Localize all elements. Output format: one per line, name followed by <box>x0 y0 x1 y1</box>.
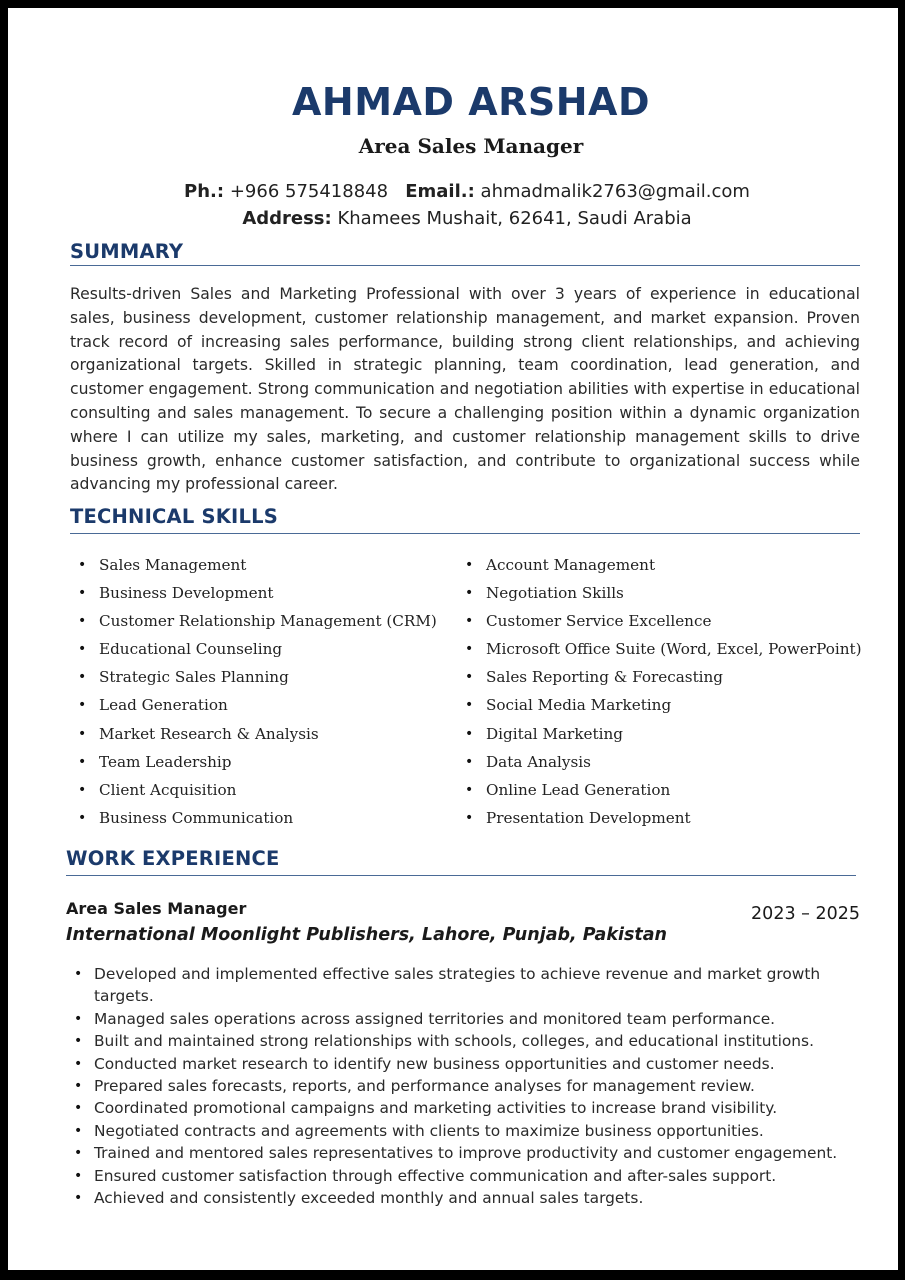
skill-item: • Team Leadership <box>70 751 437 779</box>
skill-item: • Sales Reporting & Forecasting <box>457 666 862 694</box>
job-title: Area Sales Manager <box>66 899 247 918</box>
skill-item: • Account Management <box>457 554 862 582</box>
address-label: Address: <box>242 208 332 229</box>
skill-item: • Client Acquisition <box>70 779 437 807</box>
skill-item: • Customer Relationship Management (CRM) <box>70 610 437 638</box>
skills-heading: TECHNICAL SKILLS <box>70 505 278 528</box>
phone-value: +966 575418848 <box>229 181 389 202</box>
summary-heading: SUMMARY <box>70 240 184 263</box>
resume-page <box>8 8 898 1270</box>
skill-item: • Business Development <box>70 582 437 610</box>
candidate-role: Area Sales Manager <box>358 134 584 158</box>
skill-item: • Educational Counseling <box>70 638 437 666</box>
job-dates: 2023 – 2025 <box>751 904 860 924</box>
duty-item: • Built and maintained strong relationships with schools, colleges, and educational institutions. <box>66 1030 866 1052</box>
skill-item: • Digital Marketing <box>457 723 862 751</box>
email-label: Email.: <box>405 181 475 202</box>
duty-item: • Coordinated promotional campaigns and marketing activities to increase brand visibility. <box>66 1097 866 1119</box>
skill-item: • Social Media Marketing <box>457 694 862 722</box>
skill-item: • Online Lead Generation <box>457 779 862 807</box>
duty-item: • Developed and implemented effective sales strategies to achieve revenue and market growth targets. <box>66 963 866 1008</box>
skill-item: • Sales Management <box>70 554 437 582</box>
skill-item: • Microsoft Office Suite (Word, Excel, PowerPoint) <box>457 638 862 666</box>
duty-item: • Ensured customer satisfaction through effective communication and after-sales support. <box>66 1165 866 1187</box>
skill-item: • Business Communication <box>70 807 437 835</box>
duty-item: • Managed sales operations across assigned territories and monitored team performance. <box>66 1008 866 1030</box>
duty-item: • Negotiated contracts and agreements with clients to maximize business opportunities. <box>66 1120 866 1142</box>
experience-divider <box>66 875 856 876</box>
candidate-name: AHMAD ARSHAD <box>291 80 650 124</box>
job-company: International Moonlight Publishers, Lahore, Punjab, Pakistan <box>66 925 667 945</box>
skill-item: • Presentation Development <box>457 807 862 835</box>
duty-item: • Prepared sales forecasts, reports, and performance analyses for management review. <box>66 1075 866 1097</box>
experience-heading: WORK EXPERIENCE <box>66 847 280 870</box>
skill-item: • Market Research & Analysis <box>70 723 437 751</box>
skill-item: • Customer Service Excellence <box>457 610 862 638</box>
skills-divider <box>70 533 860 534</box>
summary-text: Results-driven Sales and Marketing Professional with over 3 years of experience in educational sales, business development, customer relationship management, and market expansion. Proven track record of increasing sales performance, building strong client relationships, and achieving organizational targets. Skilled in strategic planning, team coordination, lead generation, and customer engagement. Strong communication and negotiation abilities with expertise in educational consulting and sales management. To secure a challenging position within a dynamic organization where I can utilize my sales, marketing, and customer relationship management skills to drive business growth, enhance customer satisfaction, and contribute to organizational success while advancing my professional career. <box>70 285 860 494</box>
address-line <box>8 208 905 229</box>
email-value: ahmadmalik2763@gmail.com <box>480 181 750 202</box>
job-duties-list <box>66 963 866 1209</box>
skills-list-right <box>457 554 862 835</box>
duty-item: • Conducted market research to identify new business opportunities and customer needs. <box>66 1053 866 1075</box>
duty-item: • Trained and mentored sales representatives to improve productivity and customer engagement. <box>66 1142 866 1164</box>
summary-divider <box>70 265 860 266</box>
address-value: Khamees Mushait, 62641, Saudi Arabia <box>337 208 692 229</box>
contact-line <box>8 181 905 202</box>
skill-item: • Lead Generation <box>70 694 437 722</box>
duty-item: • Achieved and consistently exceeded monthly and annual sales targets. <box>66 1187 866 1209</box>
skills-list-left <box>70 554 437 835</box>
skill-item: • Data Analysis <box>457 751 862 779</box>
skill-item: • Negotiation Skills <box>457 582 862 610</box>
phone-label: Ph.: <box>184 181 225 202</box>
skill-item: • Strategic Sales Planning <box>70 666 437 694</box>
